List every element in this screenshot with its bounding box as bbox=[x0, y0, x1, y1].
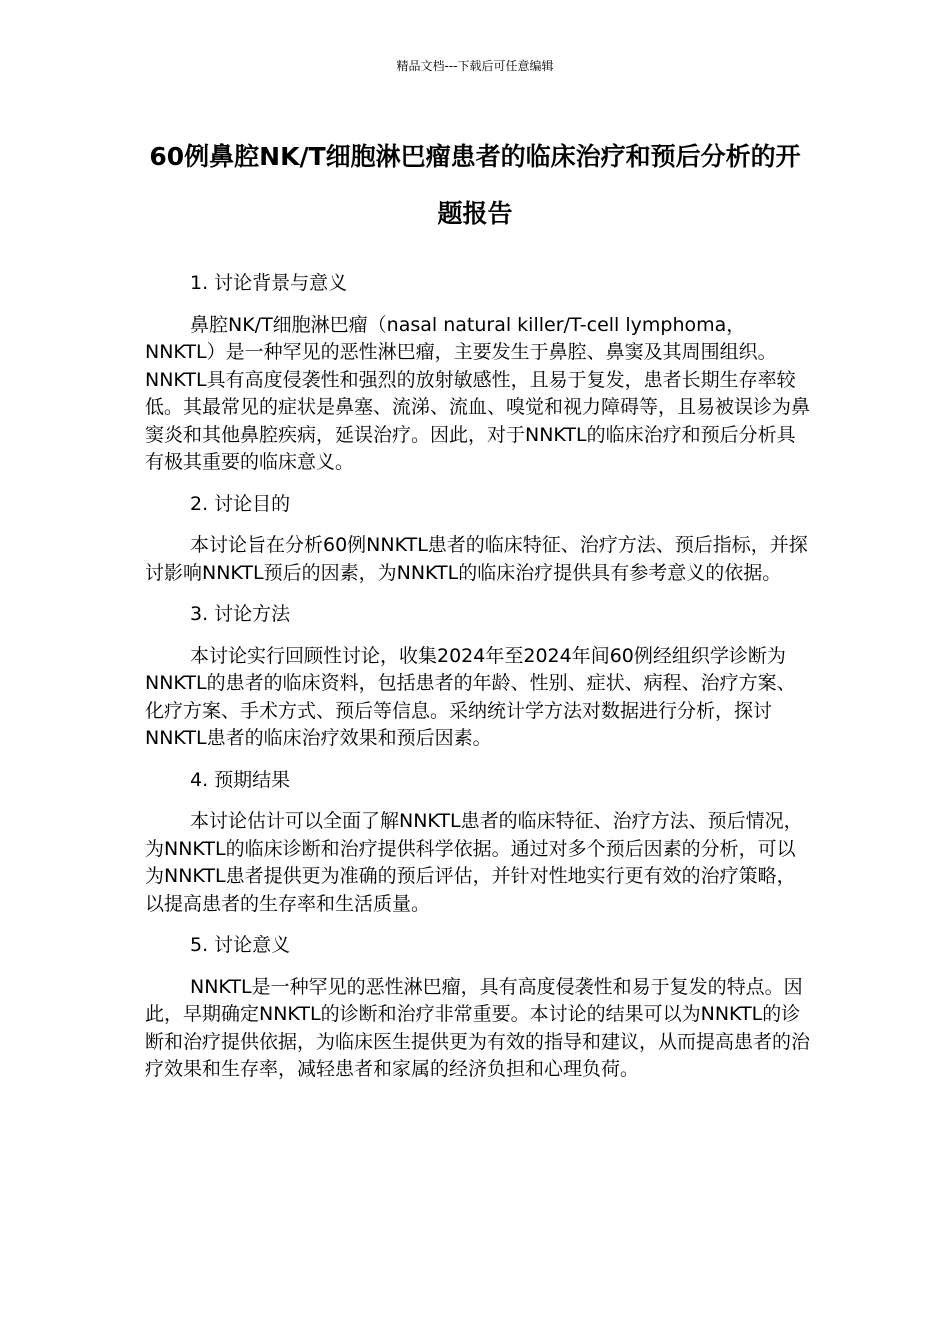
section-heading: 3. 讨论方法 bbox=[190, 603, 291, 625]
section-background bbox=[145, 270, 810, 477]
section-heading: 4. 预期结果 bbox=[190, 768, 291, 791]
section-expected-results bbox=[145, 767, 810, 919]
page-header: 精品文档---下载后可任意编辑 bbox=[396, 59, 554, 73]
section-paragraph: 本讨论实行回顾性讨论，收集2024年至2024年间60例经组织学诊断为NNKTL的患者的临床资料，包括患者的年龄、性别、症状、病程、治疗方案、化疗方案、手术方式、预后等信息。采纳统计学方法对数据进行分析，探讨NNKTL患者的临床治疗效果和预后因素。 bbox=[145, 644, 796, 749]
document-body bbox=[145, 270, 810, 1098]
section-method bbox=[145, 601, 810, 753]
section-significance bbox=[145, 932, 810, 1084]
section-purpose bbox=[145, 491, 810, 588]
section-heading: 2. 讨论目的 bbox=[190, 492, 291, 515]
document-title: 60例鼻腔NK/T细胞淋巴瘤患者的临床治疗和预后分析的开题报告 bbox=[149, 142, 801, 228]
section-paragraph: NNKTL是一种罕见的恶性淋巴瘤，具有高度侵袭性和易于复发的特点。因此，早期确定NNKTL的诊断和治疗非常重要。本讨论的结果可以为NNKTL的诊断和治疗提供依据，为临床医生提供更为有效的指导和建议，从而提高患者的治疗效果和生存率，减轻患者和家属的经济负担和心理负荷。 bbox=[145, 975, 811, 1080]
section-paragraph: 本讨论估计可以全面了解NNKTL患者的临床特征、治疗方法、预后情况，为NNKTL的临床诊断和治疗提供科学依据。通过对多个预后因素的分析，可以为NNKTL患者提供更为准确的预后评估，并针对性地实行更有效的治疗策略，以提高患者的生存率和生活质量。 bbox=[145, 810, 803, 915]
section-paragraph: 本讨论旨在分析60例NNKTL患者的临床特征、治疗方法、预后指标，并探讨影响NNKTL预后的因素，为NNKTL的临床治疗提供具有参考意义的依据。 bbox=[145, 534, 808, 584]
section-paragraph: 鼻腔NK/T细胞淋巴瘤（nasal natural killer/T-cell lymphoma，NNKTL）是一种罕见的恶性淋巴瘤，主要发生于鼻腔、鼻窦及其周围组织。NNKTL具有高度侵袭性和强烈的放射敏感性，且易于复发，患者长期生存率较低。其最常见的症状是鼻塞、流涕、流血、嗅觉和视力障碍等，且易被误诊为鼻窦炎和其他鼻腔疾病，延误治疗。因此，对于NNKTL的临床治疗和预后分析具有极其重要的临床意义。 bbox=[145, 313, 811, 473]
section-heading: 5. 讨论意义 bbox=[190, 934, 291, 956]
section-heading: 1. 讨论背景与意义 bbox=[190, 272, 348, 294]
